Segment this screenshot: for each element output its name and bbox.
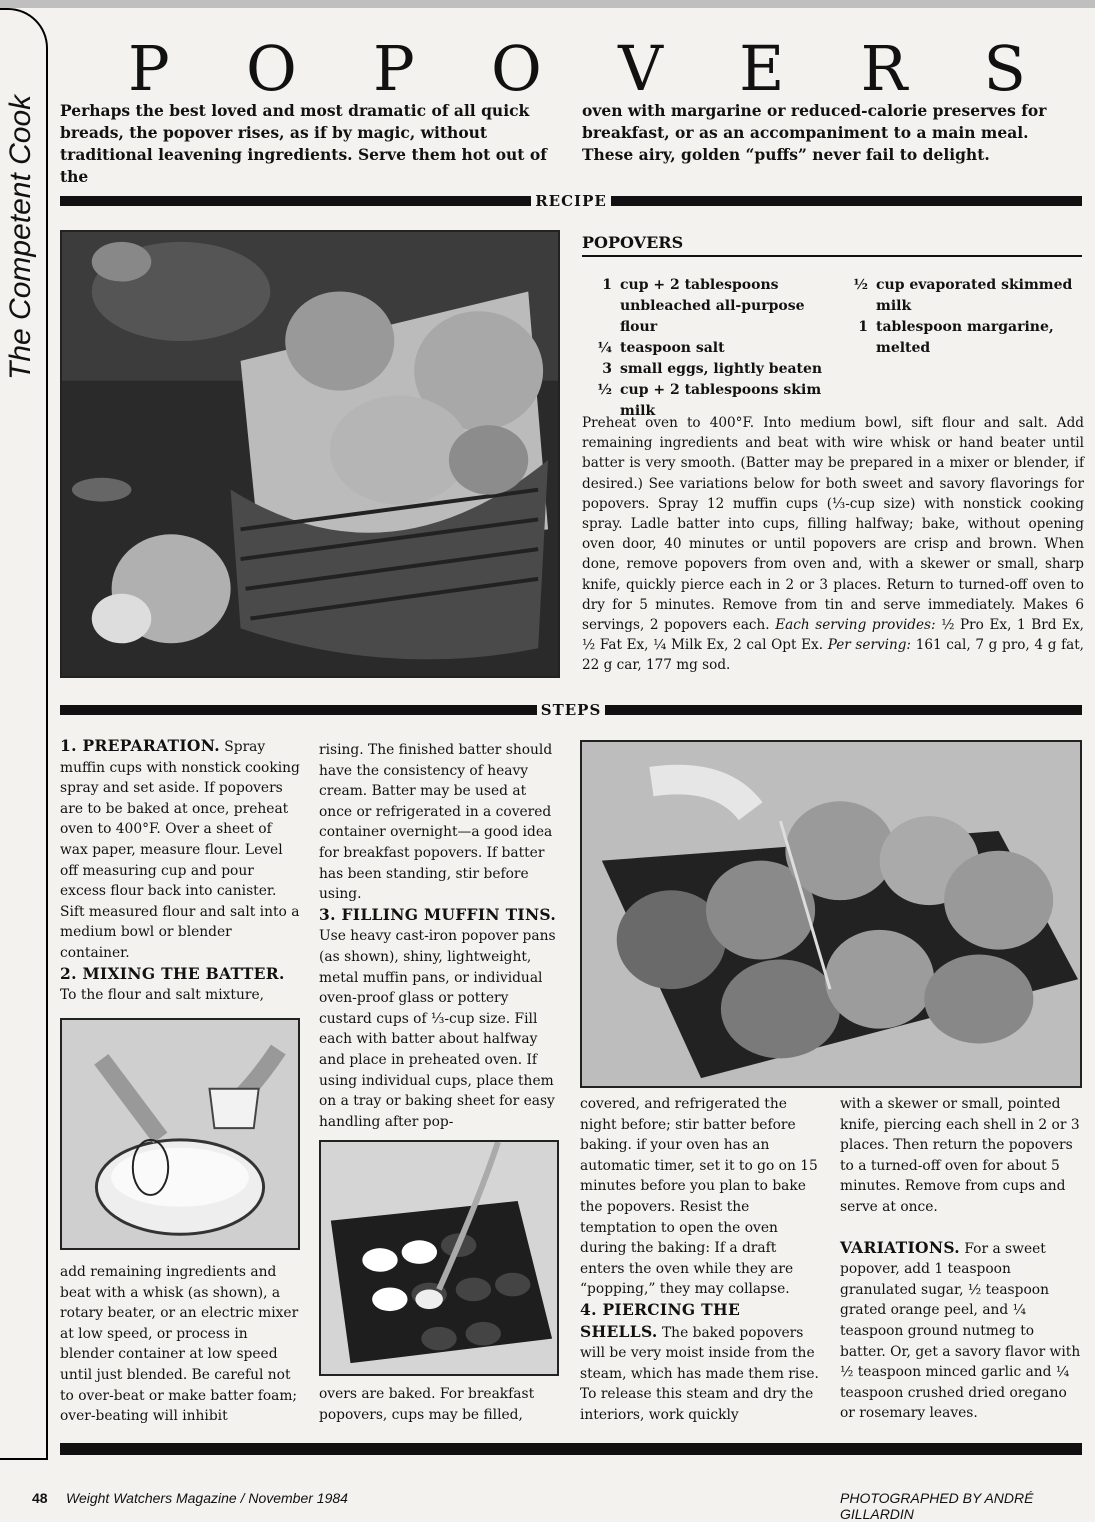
variations-heading: VARIATIONS. bbox=[840, 1237, 960, 1257]
whisking-batter-photo bbox=[60, 1018, 300, 1250]
steps-column-2-bottom bbox=[319, 1384, 559, 1425]
ingredients-left bbox=[590, 275, 830, 422]
recipe-section-rule bbox=[60, 194, 1082, 208]
photo-credit: PHOTOGRAPHED BY ANDRÉ GILLARDIN bbox=[840, 1490, 1034, 1522]
ingredients-right bbox=[846, 275, 1082, 359]
page-number: 48 bbox=[32, 1490, 48, 1506]
recipe-section-label: RECIPE bbox=[535, 192, 607, 210]
per-serving-label: Per serving: bbox=[827, 637, 912, 654]
ingredient-item: ½ cup evaporated skimmed milk bbox=[853, 277, 1073, 314]
title-letter: S bbox=[983, 32, 1028, 105]
variations-text: For a sweet popover, add 1 teaspoon granulated sugar, ½ teaspoon grated orange peel, and ¼ teaspoon ground nutmeg to batter. Or, get a savory flavor with ½ teaspoon minced garlic and ¼ teaspoon crushed dried oregano or rosemary leaves. bbox=[840, 1240, 1081, 1422]
steps-column-1-bottom bbox=[60, 1262, 300, 1427]
title-letter: R bbox=[860, 32, 910, 105]
ingredient-item: 3 small eggs, lightly beaten bbox=[602, 361, 823, 377]
ingredient-item: ½ cup + 2 tablespoons skim milk bbox=[597, 382, 822, 419]
sidebar-label: The Competent Cook bbox=[4, 94, 37, 380]
publication-info: Weight Watchers Magazine / November 1984 bbox=[66, 1490, 348, 1506]
step-1-text: Spray muffin cups with nonstick cooking spray and set aside. If popovers are to be baked at once, preheat oven to 400°F. Over a sheet of wax paper, measure flour. Level off measuring cup and pour excess flour back into canister. Sift measured flour and salt into a medium bowl or blender container. bbox=[60, 739, 300, 961]
step-2-text-a: To the flour and salt mixture, bbox=[60, 987, 265, 1004]
intro-text-left: Perhaps the best loved and most dramatic of all quick breads, the popover rises, as if by magic, without traditional leavening ingredients. Serve them hot out of the bbox=[60, 101, 547, 186]
page-title bbox=[128, 32, 1028, 105]
provides-label: Each serving provides: bbox=[775, 617, 936, 634]
steps-section-label: STEPS bbox=[540, 701, 602, 719]
steps-column-2 bbox=[319, 740, 559, 1132]
step-4-text-b: with a skewer or small, pointed knife, piercing each shell in 2 or 3 places. Then return the popovers to a turned-off oven for about 5 minutes. Remove from cups and serve at once. bbox=[840, 1096, 1080, 1215]
title-letter: P bbox=[373, 32, 417, 105]
title-letter: E bbox=[739, 32, 787, 105]
step-2-text-c: rising. The finished batter should have the consistency of heavy cream. Batter may be used at once or refrigerated in a covered container overnight—a good idea for breakfast popovers. If batter has been standing, stir before using. bbox=[319, 742, 553, 903]
popovers-basket-photo bbox=[60, 230, 560, 678]
step-1-heading: 1. PREPARATION. bbox=[60, 736, 220, 755]
step-2-text-b: add remaining ingredients and beat with a whisk (as shown), a rotary beater, or an electric mixer at low speed, or process in blender container at low speed until just blended. Be careful not to over-beat or make batter foam; over-beating will inhibit bbox=[60, 1264, 299, 1425]
footer-rule bbox=[60, 1443, 1082, 1455]
ingredient-item: ¼ teaspoon salt bbox=[597, 340, 725, 356]
ingredient-item: 1 cup + 2 tablespoons unbleached all-purpose flour bbox=[602, 277, 805, 335]
title-letter: P bbox=[128, 32, 172, 105]
intro-text-right: oven with margarine or reduced-calorie preserves for breakfast, or as an accompaniment to a main meal. These airy, golden “puffs” never fail to delight. bbox=[582, 101, 1047, 164]
top-edge-strip bbox=[0, 0, 1095, 8]
steps-column-3 bbox=[580, 1094, 820, 1426]
step-3-heading: 3. FILLING MUFFIN TINS. bbox=[319, 904, 557, 924]
recipe-directions: Preheat oven to 400°F. Into medium bowl, sift flour and salt. Add remaining ingredients and beat with wire whisk or hand beater until batter is very smooth. (Batter may be prepared in a mixer or blender, if desired.) See variations below for both sweet and savory flavorings for popovers. Spray 12 muffin cups (⅓-cup size) with nonstick cooking spray. Ladle batter into cups, filling halfway; bake, without opening oven door, 40 minutes or until popovers are crisp and brown. When done, remove popovers from oven and, with a skewer or small, sharp knife, quickly pierce each in 2 or 3 places. Return to turned-off oven to dry for 5 minutes. Remove from tin and serve immediately. Makes 6 servings, 2 popovers each. Each serving provides: ½ Pro Ex, 1 Brd Ex, ½ Fat Ex, ¼ Milk Ex, 2 cal Opt Ex. Per serving: 161 cal, 7 g pro, 4 g fat, 22 g car, 177 mg sod. bbox=[582, 415, 1084, 674]
step-4-text-a: The baked popovers will be very moist inside from the steam, which has made them rise. To release this steam and dry the interiors, work quickly bbox=[580, 1324, 819, 1423]
step-3-text-b: overs are baked. For breakfast popovers, cups may be filled, bbox=[319, 1386, 535, 1423]
steps-column-4 bbox=[840, 1094, 1082, 1424]
title-letter: V bbox=[618, 32, 665, 105]
step-4-heading: 4. PIERCING THE SHELLS. bbox=[580, 1299, 741, 1341]
step-2-heading: 2. MIXING THE BATTER. bbox=[60, 963, 285, 983]
step-3-text-c: covered, and refrigerated the night before; stir batter before baking. if your oven has an automatic timer, set it to go on 15 minutes before you plan to bake the popovers. Resist the temptation to open the oven during the baking: If a draft enters the oven while they are “popping,” they may collapse. bbox=[580, 1096, 818, 1298]
title-letter: O bbox=[490, 32, 544, 105]
recipe-title: POPOVERS bbox=[582, 233, 1082, 257]
title-letter: O bbox=[245, 32, 299, 105]
ingredient-item: 1 tablespoon margarine, melted bbox=[858, 319, 1054, 356]
filling-tins-photo bbox=[319, 1140, 559, 1376]
steps-section-rule bbox=[60, 703, 1082, 717]
step-3-text-a: Use heavy cast-iron popover pans (as shown), shiny, lightweight, metal muffin pans, or individual oven-proof glass or pottery custard cups of ⅓-cup size. Fill each with batter about halfway and place in preheated oven. If using individual cups, place them on a tray or baking sheet for easy handling after pop- bbox=[319, 928, 556, 1130]
sidebar-tab bbox=[0, 8, 48, 1460]
steps-column-1 bbox=[60, 736, 300, 1006]
piercing-popovers-photo bbox=[580, 740, 1082, 1088]
